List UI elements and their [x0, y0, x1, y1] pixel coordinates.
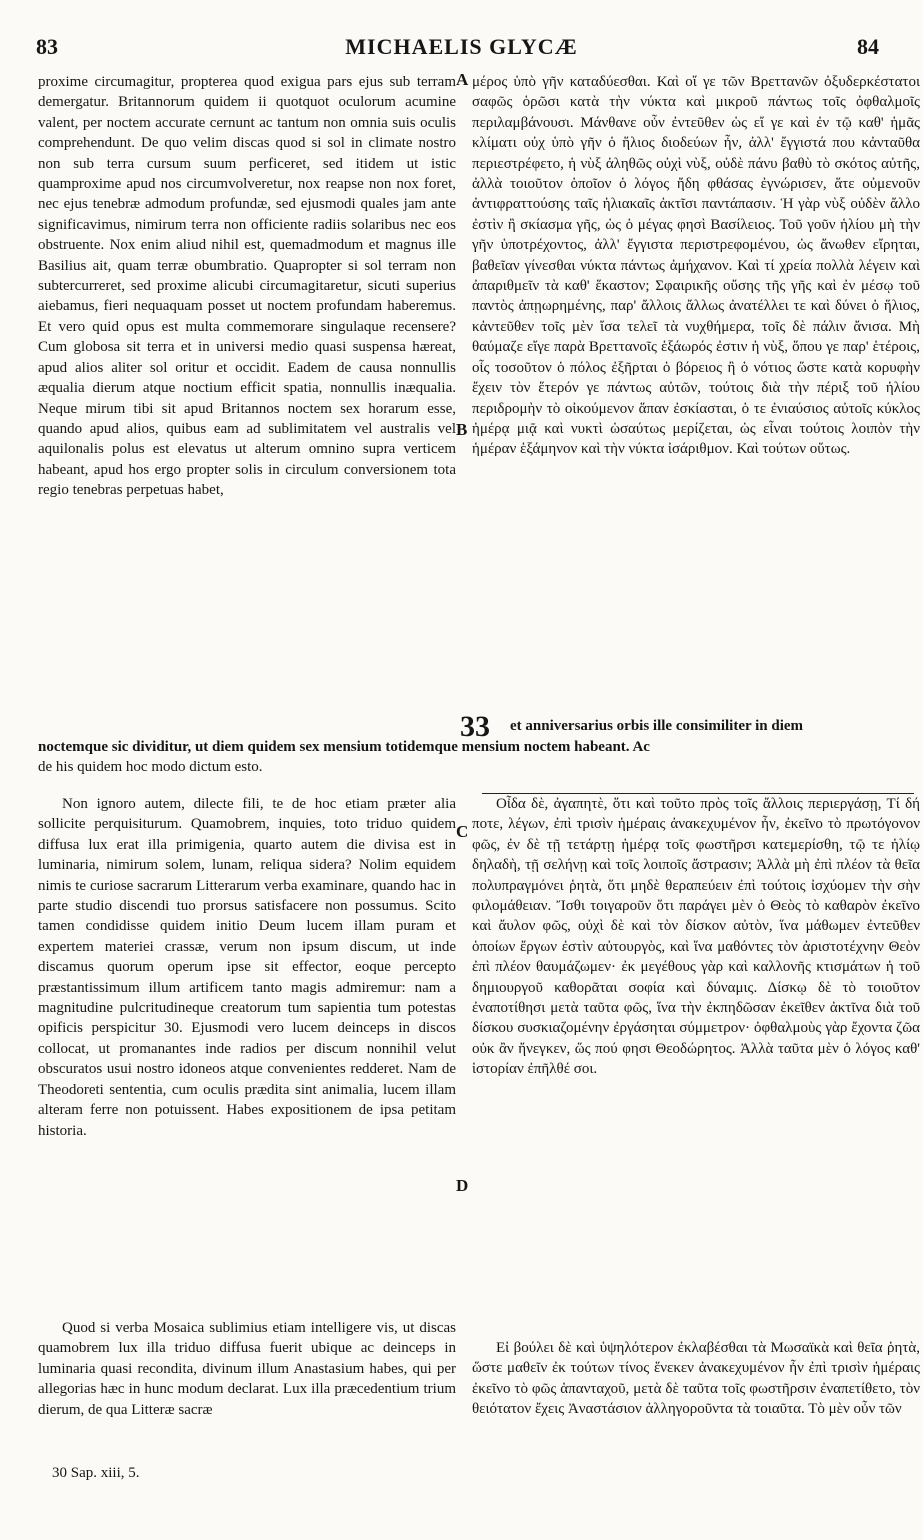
greek-paragraph-2 [472, 794, 920, 1080]
latin-paragraph-1 [38, 72, 456, 501]
latin-text-3: Quod si verba Mosaica sublimius etiam intelligere vis, ut discas quamobrem lux illa triduo diffusa fuerit ubique ac deinceps in luminaria quasi recondita, divinum illum Anastasium habes, qui per allegorias hæc in hunc modum declarat. Lux illa præcedentium trium dierum, de qua Litteræ sacræ [38, 1320, 456, 1418]
left-page-number: 83 [36, 34, 58, 59]
page-header [0, 34, 923, 68]
footnote: 30 Sap. xiii, 5. [52, 1465, 140, 1481]
greek-paragraph-3 [472, 1338, 920, 1420]
right-page-number: 84 [857, 34, 879, 59]
spanning-line-2: de his quidem hoc modo dictum esto. [38, 759, 263, 776]
greek-text-1: μέρος ὑπὸ γῆν καταδύεσθαι. Καὶ οἵ γε τῶν Βρεττανῶν ὀξυδερκέστατοι σαφῶς ὁρῶσι κατὰ τὴν νύκτα καὶ μικροῦ πάντως τοῖς ὀφθαλμοῖς περιλαμβάνουσι. Μάνθανε οὖν ἐντεῦθεν ὡς εἴ γε καὶ ἐν τῷ καθ' ἡμᾶς κλίματι οὐχ ὑπὸ γῆν ὁ ἥλιος διοδεύων ἦν, ἀλλ' ἔγγιστά που κἀνταῦθα περιεστρέφετο, ἡ νὺξ ἀληθῶς οὐχὶ νὺξ, οὐδὲ πάνυ βαθὺ τὸ σκότος αὐτῆς, ἀλλὰ τοιοῦτον ὁποῖον ὁ λόγος ἤδη φθάσας ἐγνώρισεν, ἅτε οὐμενοῦν ἀντιφραττούσης ταῖς ἡλιακαῖς ἀκτῖσι παντάπασιν. Ἡ γὰρ νὺξ οὐδὲν ἄλλο ἐστὶν ἢ σκίασμα γῆς, ὡς ὁ μέγας φησὶ Βασίλειος. Τοῦ γοῦν ἡλίου μὴ τὴν γῆν ὑποτρέχοντος, ἀλλ' ἔγγιστα περιστρεφομένου, ὡς ἄνωθεν εἴρηται, βαθεῖαν γίνεσθαι νύκτα πάντως ἀμήχανον. Καὶ τί χρεία πολλὰ λέγειν καὶ ἀπαριθμεῖν τὰ καθ' ἕκαστον; Σφαιρικῆς οὔσης τῆς γῆς καὶ ἐν μέσῳ τοῦ παντὸς ἀπῃωρημένης, παρ' ἄλλοις ἄλλως ἀνατέλλει τε καὶ δύνει ὁ ἥλιος, κἀντεῦθεν τοῖς μὲν ἴσα τελεῖ τὰ νυχθήμερα, τοῖς δὲ πάλιν ἄνισα. Μὴ θαύμαζε εἴγε παρὰ Βρεττανοῖς ἑξάωρός ἐστιν ἡ νὺξ, ὅπου γε παρ' ἑτέροις, οἷς τοσοῦτον ὁ πόλος ἐξῆρται ὁ βόρειος ἢ ὁ νότιος ὥστε κατὰ κορυφὴν ἔχειν τὸν ἕτερόν γε πάντως αὐτῶν, τούτοις διὰ τὴν πέριξ τοῦ ἡλίου περιδρομὴν τὸ οἰκούμενον ἅπαν ἐσκίασται, ὁ τε ἐνιαύσιος αὐτοῖς κύκλος ἡμέρᾳ μιᾷ καὶ νυκτὶ ὡσαύτως μερίζεται, ὡς εἶναι τούτοις λοιπὸν τὴν ἡμέραν ἑξάμηνον καὶ τὴν νύκτα ἰσάριθμον. Καὶ τούτων οὕτως. [472, 74, 920, 458]
greek-text-2: Οἶδα δὲ, ἀγαπητὲ, ὅτι καὶ τοῦτο πρὸς τοῖς ἄλλοις περιεργάσῃ, Τί δή ποτε, λέγων, ἐπὶ τρισὶν ἡμέραις ἀνακεχυμένον ἦν, ἐκεῖνο τὸ πρωτόγονον φῶς, ἐν δὲ τῇ τετάρτῃ ἡμέρᾳ τοῖς φωστῆρσι κατεμερίσθη, τῷ τε ἡλίῳ δηλαδὴ, τῇ σελήνῃ καὶ τοῖς λοιποῖς ἄστρασιν; Ἀλλὰ μὴ ἐπὶ πλέον τὰ θεῖα πολυπραγμόνει ῥητὰ, ὅτι μηδὲ θεραπεύειν ἐπὶ τούτοις ἰσχύομεν τὴν σὴν φιλομάθειαν. Ἴσθι τοιγαροῦν ὅτι παράγει μὲν ὁ Θεὸς τὸ καθαρὸν ἐκεῖνο καὶ ἄυλον φῶς, οὐχὶ δὲ καὶ τὸν δίσκον αὐτὸν, ἵνα μάθωμεν ἐντεῦθεν ὁποίων ἔργων ἐστὶν αὐτουργὸς, καὶ ἵνα μαθόντες τὸν ἀριστοτέχνην Θεὸν ἐπὶ πλέον θαυμάζωμεν· ἐκ μεγέθους γὰρ καὶ καλλονῆς κτισμάτων ἡ τοῦ δημιουργοῦ καθορᾶται σοφία καὶ δύναμις. Δίσκῳ δὲ τὸ τοιοῦτον ἐναποτίθησι μετὰ ταῦτα φῶς, ἵνα τὴν ἐκπηδῶσαν ἐκεῖθεν ἀκτῖνα διὰ τοῦ δίσκου συσκιαζομένην ἐργάσηται σύμμετρον· ὀφθαλμοὺς γὰρ ἔχοντα ζῶα οὐκ ἂν ἤνεγκεν, ὥς πού φησι Θεοδώρητος. Ἀλλὰ ταῦτα μὲν ὁ λόγος καθ' ἱστορίαν ἐπῆλθέ σοι. [472, 796, 920, 1078]
margin-letter-d: D [456, 1176, 469, 1195]
spanning-text [38, 737, 920, 778]
margin-letter-b: B [456, 420, 468, 439]
margin-letter-c: C [456, 822, 469, 841]
greek-text-3: Εἰ βούλει δὲ καὶ ὑψηλότερον ἐκλαβέσθαι τὰ Μωσαϊκὰ καὶ θεῖα ῥητὰ, ὥστε μαθεῖν ἐκ τούτων τίνος ἕνεκεν ἀνακεχυμένον ἦν ἐπὶ τρισὶν ἡμέραις ἐκεῖνο τὸ φῶς ἁπανταχοῦ, μετὰ δὲ ταῦτα τοῖς φωστῆρσιν ἐναπετίθετο, τὸν θειότατον ἔχεις Ἀναστάσιον ἀλληγοροῦντα τὰ τοιαῦτα. Τὸ μὲν οὖν τῶν [472, 1340, 920, 1418]
latin-paragraph-2 [38, 794, 456, 1141]
latin-text-1: proxime circumagitur, propterea quod exigua pars ejus sub terram demergatur. Britannorum quidem ii quotquot oculorum acumine valent, per noctem accurate cernunt ac tantum non omnia suis oculis comprehendunt. De quo velim discas quod si sol in climate nostro non sub terra cursum suum perficeret, sed itidem ut istic quamproxime apud nos circumvolveretur, nox reapse non nox foret, nec ejus tenebræ admodum profundæ, sed ejusmodi quales jam ante significavimus, nimirum terra non officiente radiis solaribus nec eos obstruente. Nox enim aliud nihil est, quemadmodum et magnus ille Basilius ait, quam terræ obumbratio. Quapropter si sol terram non subtercurreret, sed proxime alicubi circumagitaretur, sicuti superius aiebamus, fieri nequaquam posset ut noctem profundam haberemus. Et vero quid opus est multa commemorare singulaque recensere? Cum globosa sit terra et in universi medio quasi suspensa hæreat, apud alios aliter sol oritur et occidit. Eadem de causa nonnullis æqualia dierum atque noctium efficit spatia, nonnullis inæqualia. Neque mirum tibi sit apud Britannos noctem sex horarum esse, quando apud alios, quibus eam ad sublimitatem vel australis vel aquilonalis polus est elevatus ut alterum omnino supra verticem habeant, apud hos ergo propter solis in circulum conversionem tota regio tenebras perpetuas habet, [38, 74, 456, 499]
running-title: MICHAELIS GLYCÆ [345, 34, 578, 59]
greek-continuation-line: et anniversarius orbis ille consimiliter in diem [510, 718, 804, 734]
spanning-line-1: noctemque sic dividitur, ut diem quidem sex mensium totidemque mensium noctem habeant. Ac [38, 739, 650, 755]
latin-paragraph-3 [38, 1318, 456, 1420]
greek-paragraph-1 [472, 72, 920, 460]
latin-text-2: Non ignoro autem, dilecte fili, te de hoc etiam præter alia sollicite perquisiturum. Quamobrem, inquies, toto triduo quidem diffusa lux erat illa primigenia, quarto autem die divisa est in luminaria, nimirum solem, lunam, reliqua sidera? Nolim equidem nimis te curiose sacrarum Litterarum verba examinare, quando hac in parte studio discendi tuo prorsus satisfacere non possumus. Scito tamen condidisse quidem initio Deum lucem illam puram et expertem materiei crassæ, verum non ipsum discum, ut inde discamus quorum operum ipse sit effector, eoque percepto præstantissimum illum artificem tanto magis admiremur: nam a magnitudine pulcritudineque creatorum tum sapientia tum potestas opificis perspicitur 30. Ejusmodi vero lucem deinceps in discos collocat, ut promanantes inde radios per discum nonnihil velut obscuratos usui nostro idoneos atque convenientes redderet. Nam de Theodoreti sententia, cum oculis prædita sint animalia, lucem illam alteram ferre non potuissent. Habes expositionem de ipsa petitam historia. [38, 796, 456, 1139]
margin-letter-a: A [456, 70, 469, 89]
section-number: 33 [460, 710, 490, 743]
